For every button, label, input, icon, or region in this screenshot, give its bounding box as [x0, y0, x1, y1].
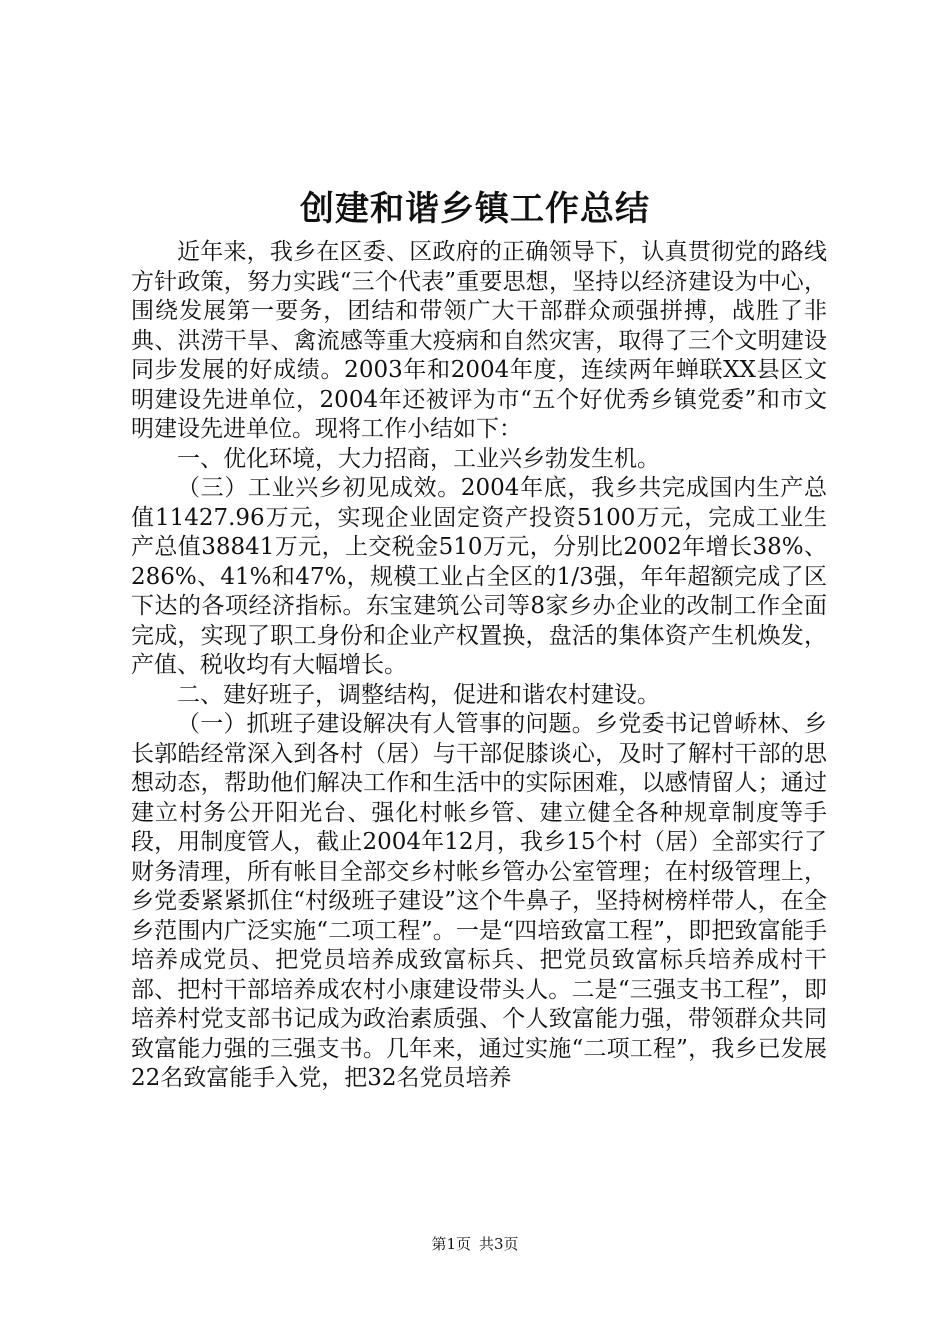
page-total: 共3页 — [479, 1235, 519, 1253]
document-title: 创建和谐乡镇工作总结 — [300, 189, 650, 229]
page-footer — [0, 1233, 950, 1255]
section-heading-1: 一、优化环境，大力招商，工业兴乡勃发生机。 — [177, 445, 660, 472]
paragraph-industry: （三）工业兴乡初见成效。2004年底，我乡共完成国内生产总值11427.96万元，实现企业固定资产投资5100万元，完成工业生产总值38841万元，上交税金510万元，分别比2002年增长38%、286%、41%和47%，规模工业占全区的1/3强，年年超额完成了区下达的各项经济指标。东宝建筑公司等8家乡办企业的改制工作全面完成，实现了职工身份和企业产权置换，盘活的集体资产生机焕发，产值、税收均有大幅增长。 — [131, 475, 827, 678]
paragraph-team-building: （一）抓班子建设解决有人管事的问题。乡党委书记曾峤林、乡长郭皓经常深入到各村（居）与干部促膝谈心，及时了解村干部的思想动态，帮助他们解决工作和生活中的实际困难，以感情留人；通过建立村务公开阳光台、强化村帐乡管、建立健全各种规章制度等手段，用制度管人，截止2004年12月，我乡15个村（居）全部实行了财务清理，所有帐目全部交乡村帐乡管办公室管理；在村级管理上，乡党委紧紧抓住“村级班子建设”这个牛鼻子，坚持树榜样带人，在全乡范围内广泛实施“二项工程”。一是“四培致富工程”，即把致富能手培养成党员、把党员培养成致富标兵、把党员致富标兵培养成村干部、把村干部培养成农村小康建设带头人。二是“三强支书工程”，即培养村党支部书记成为政治素质强、个人致富能力强，带领群众共同致富能力强的三强支书。几年来，通过实施“二项工程”，我乡已发展22名致富能手入党，把32名党员培养 — [131, 711, 827, 1091]
page-number: 第1页 — [431, 1235, 471, 1253]
paragraph-intro: 近年来，我乡在区委、区政府的正确领导下，认真贯彻党的路线方针政策，努力实践“三个代表”重要思想，坚持以经济建设为中心，围绕发展第一要务，团结和带领广大干部群众顽强拼搏，战胜了非典、洪涝干旱、禽流感等重大疫病和自然灾害，取得了三个文明建设同步发展的好成绩。2003年和2004年度，连续两年蝉联XX县区文明建设先进单位，2004年还被评为市“五个好优秀乡镇党委”和市文明建设先进单位。现将工作小结如下： — [131, 239, 827, 442]
section-heading-2: 二、建好班子，调整结构，促进和谐农村建设。 — [177, 681, 660, 708]
document-body — [131, 238, 827, 1094]
